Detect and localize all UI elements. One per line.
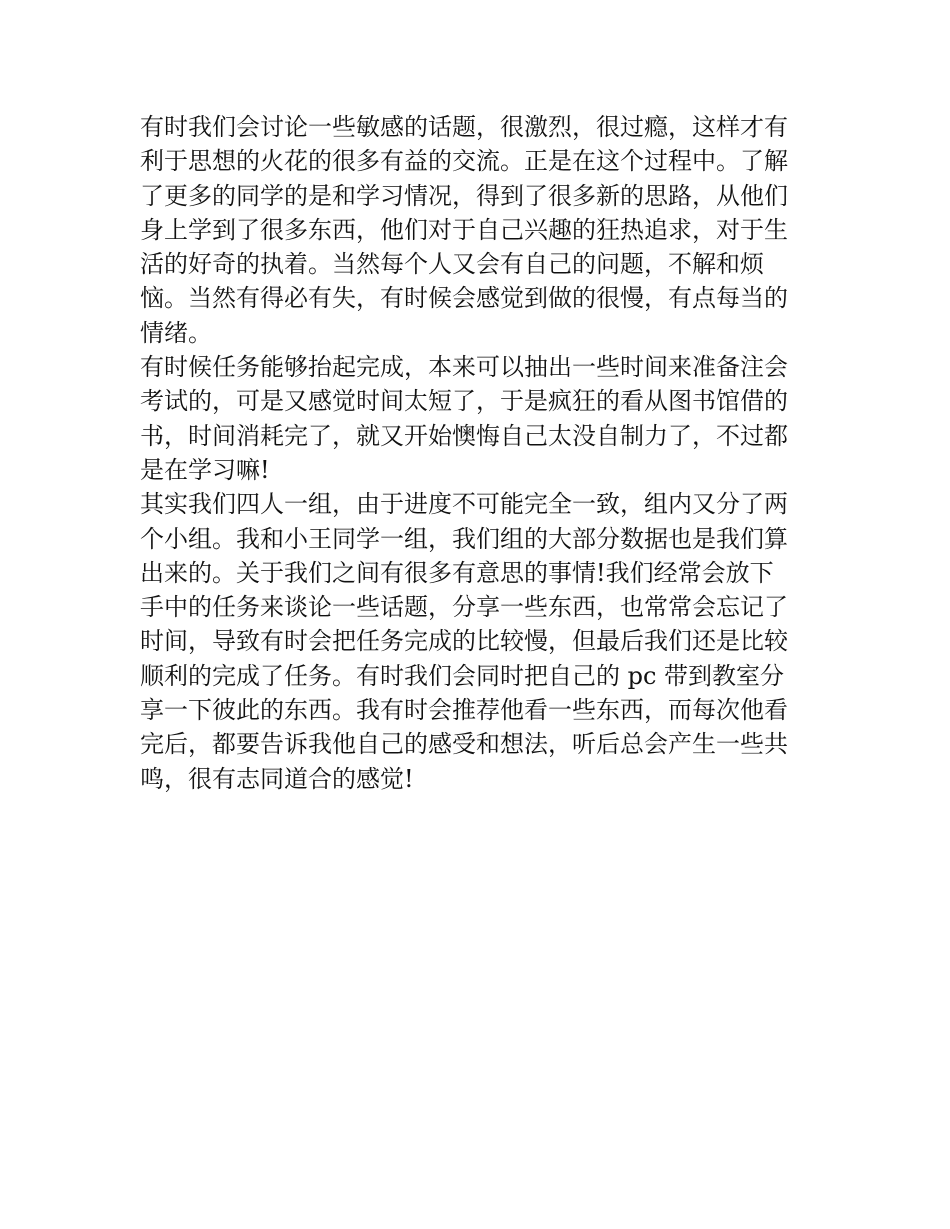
text-line: 手中的任务来谈论一些话题，分享一些东西，也常常会忘记了 bbox=[140, 593, 788, 622]
text-line: 情绪。 bbox=[140, 318, 212, 347]
text-line: 身上学到了很多东西，他们对于自己兴趣的狂热追求，对于生 bbox=[140, 215, 788, 244]
text-line: 书，时间消耗完了，就又开始懊悔自己太没自制力了，不过都 bbox=[140, 421, 788, 450]
text-line: 其实我们四人一组，由于进度不可能完全一致，组内又分了两 bbox=[140, 490, 788, 519]
text-line: 完后，都要告诉我他自己的感受和想法，听后总会产生一些共 bbox=[140, 730, 788, 759]
text-line: 有时候任务能够抬起完成，本来可以抽出一些时间来准备注会 bbox=[140, 353, 788, 382]
text-line: 恼。当然有得必有失，有时候会感觉到做的很慢，有点每当的 bbox=[140, 284, 788, 313]
text-line: 了更多的同学的是和学习情况，得到了很多新的思路，从他们 bbox=[140, 181, 788, 210]
text-line: 时间，导致有时会把任务完成的比较慢，但最后我们还是比较 bbox=[140, 627, 788, 656]
text-line: 鸣，很有志同道合的感觉! bbox=[140, 764, 414, 793]
text-line: 顺利的完成了任务。有时我们会同时把自己的 pc 带到教室分 bbox=[140, 661, 785, 690]
text-line: 是在学习嘛! bbox=[140, 455, 270, 484]
text-line: 出来的。关于我们之间有很多有意思的事情!我们经常会放下 bbox=[140, 558, 774, 587]
text-line: 利于思想的火花的很多有益的交流。正是在这个过程中。了解 bbox=[140, 147, 788, 176]
text-line: 活的好奇的执着。当然每个人又会有自己的问题，不解和烦 bbox=[140, 250, 764, 279]
text-line: 考试的，可是又感觉时间太短了，于是疯狂的看从图书馆借的 bbox=[140, 387, 788, 416]
text-line: 个小组。我和小王同学一组，我们组的大部分数据也是我们算 bbox=[140, 524, 788, 553]
text-line: 有时我们会讨论一些敏感的话题，很激烈，很过瘾，这样才有 bbox=[140, 113, 788, 141]
text-line: 享一下彼此的东西。我有时会推荐他看一些东西，而每次他看 bbox=[140, 696, 788, 725]
body-text bbox=[140, 110, 815, 796]
